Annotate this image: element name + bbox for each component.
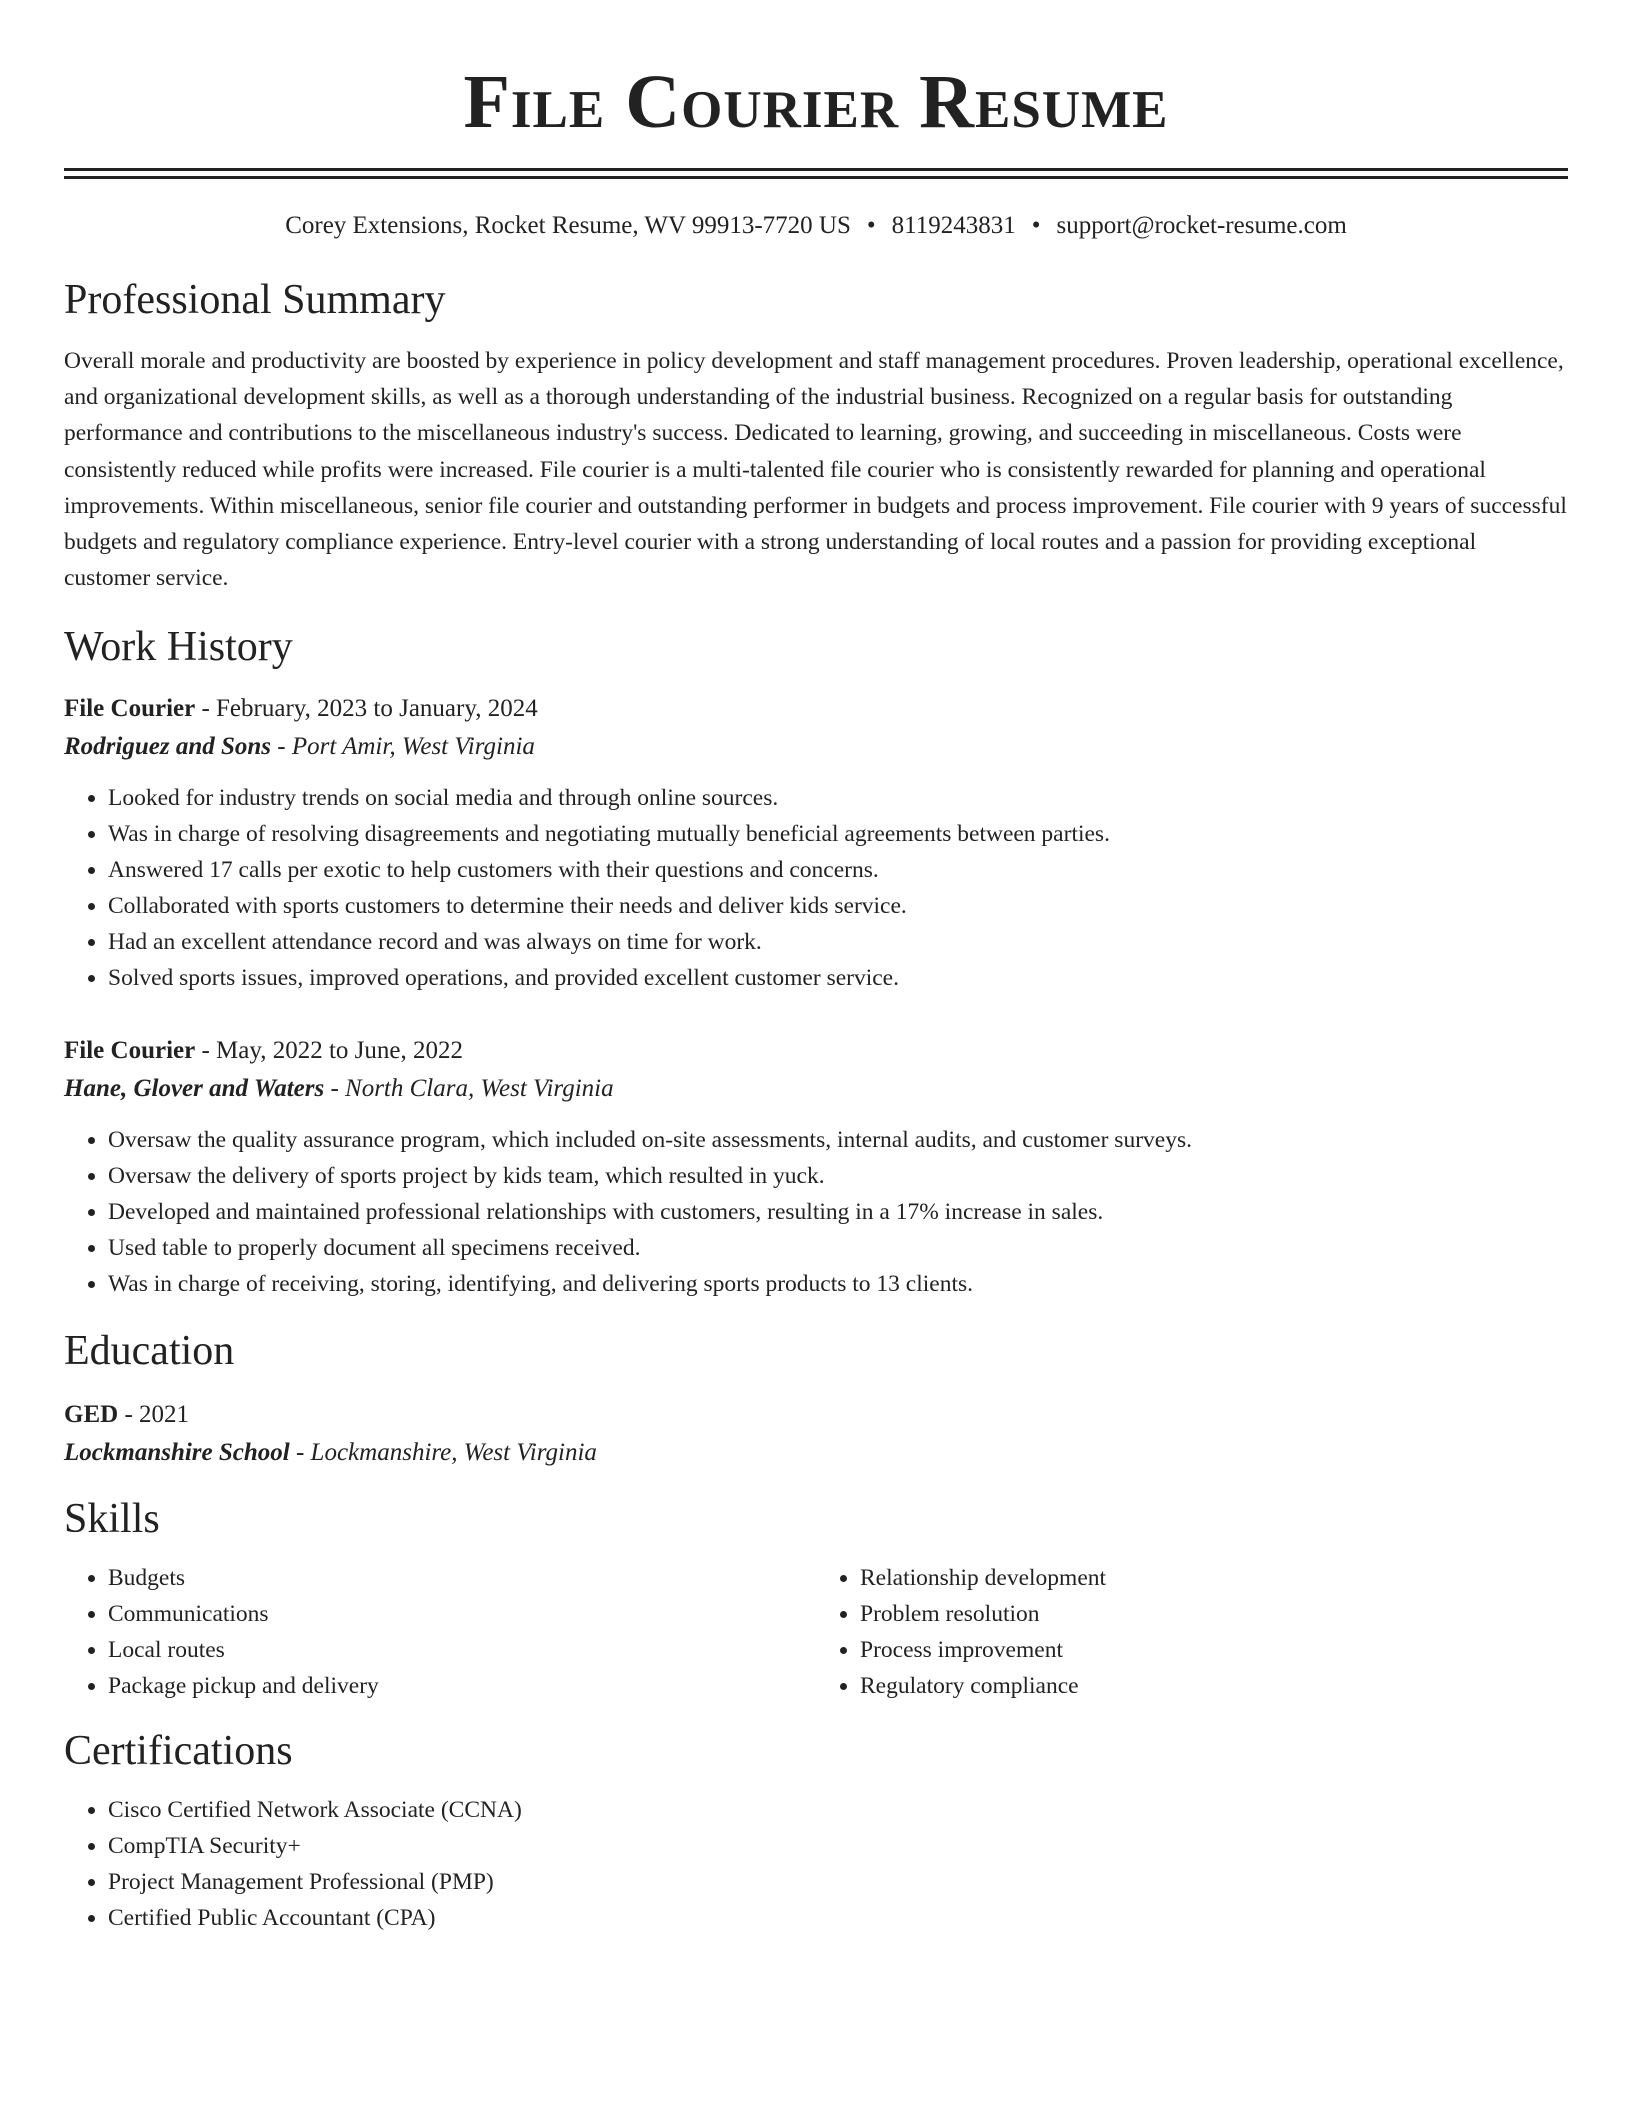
list-item: • Answered 17 calls per exotic to help customers with their questions and concerns. [108,852,1568,888]
education-year: - 2021 [118,1401,190,1429]
job-company: Rodriguez and Sons [64,733,272,761]
resume-page [64,0,1568,1936]
education-degree: GED [64,1401,119,1429]
skill-item: • Package pickup and delivery [108,1668,816,1704]
list-item: • Was in charge of receiving, storing, identifying, and delivering sports products to 13 clients. [108,1266,1568,1302]
job-company-line [64,1070,1568,1108]
certification-item: • CompTIA Security+ [108,1828,1568,1864]
job-entry [64,1032,1568,1302]
list-item: • Used table to properly document all specimens received. [108,1230,1568,1266]
skill-item: • Process improvement [860,1632,1568,1668]
job-bullets [64,1122,1568,1302]
list-item: • Had an excellent attendance record and was always on time for work. [108,924,1568,960]
list-item: • Solved sports issues, improved operations, and provided excellent customer service. [108,960,1568,996]
job-bullets [64,780,1568,996]
skill-item: • Regulatory compliance [860,1668,1568,1704]
contact-separator: • [866,212,876,239]
summary-heading: Professional Summary [64,277,446,323]
contact-separator: • [1031,212,1041,239]
list-item: • Oversaw the delivery of sports project by kids team, which resulted in yuck. [108,1158,1568,1194]
list-item: • Developed and maintained professional relationships with customers, resulting in a 17% increase in sales. [108,1194,1568,1230]
education-header [64,1396,1568,1434]
education-school: Lockmanshire School [64,1439,290,1467]
contact-phone: 8119243831 [891,212,1016,239]
education-heading: Education [64,1328,235,1375]
job-header [64,690,1568,728]
contact-address: Corey Extensions, Rocket Resume, WV 99913-7720 US [285,212,851,239]
job-location: - Port Amir, West Virginia [271,733,535,761]
skills-heading: Skills [64,1496,160,1543]
job-company: Hane, Glover and Waters [64,1075,325,1103]
list-item: • Collaborated with sports customers to determine their needs and deliver kids service. [108,888,1568,924]
certifications-list [64,1792,1568,1936]
job-entry [64,690,1568,996]
job-title: File Courier [64,695,196,723]
contact-email: support@rocket-resume.com [1056,212,1347,239]
skills-list-right [816,1560,1568,1704]
certifications-entry [64,1792,1568,1936]
certification-item: • Project Management Professional (PMP) [108,1864,1568,1900]
job-dates: - May, 2022 to June, 2022 [195,1037,464,1065]
skill-item: • Local routes [108,1632,816,1668]
contact-line [64,209,1568,243]
work-history-heading: Work History [64,624,293,671]
certification-item: • Cisco Certified Network Associate (CCNA) [108,1792,1568,1828]
certifications-heading: Certifications [64,1728,293,1775]
skills-list-left [64,1560,816,1704]
job-location: - North Clara, West Virginia [324,1075,614,1103]
skill-item: • Problem resolution [860,1596,1568,1632]
list-item: • Looked for industry trends on social media and through online sources. [108,780,1568,816]
skills-columns [64,1560,1568,1704]
education-location: - Lockmanshire, West Virginia [289,1439,597,1467]
job-dates: - February, 2023 to January, 2024 [195,695,538,723]
education-entry [64,1396,1568,1472]
skill-item: • Relationship development [860,1560,1568,1596]
list-item: • Oversaw the quality assurance program, which included on-site assessments, internal audits, and customer surveys. [108,1122,1568,1158]
job-title: File Courier [64,1037,196,1065]
education-school-line [64,1434,1568,1472]
resume-title: File Courier Resume [463,60,1169,144]
job-header [64,1032,1568,1070]
skill-item: • Budgets [108,1560,816,1596]
skill-item: • Communications [108,1596,816,1632]
list-item: • Was in charge of resolving disagreements and negotiating mutually beneficial agreements between parties. [108,816,1568,852]
summary-text: Overall morale and productivity are boosted by experience in policy development and staff management procedures. Proven leadership, operational excellence, and organizational development skills, as well as a thorough understanding of the industrial business. Recognized on a regular basis for outstanding performance and contributions to the miscellaneous industry's success. Dedicated to learning, growing, and succeeding in miscellaneous. Costs were consistently reduced while profits were increased. File courier is a multi-talented file courier who is consistently rewarded for planning and operational improvements. Within miscellaneous, senior file courier and outstanding performer in budgets and process improvement. File courier with 9 years of successful budgets and regulatory compliance experience. Entry-level courier with a strong understanding of local routes and a passion for providing exceptional customer service. [64,348,1567,592]
certification-item: • Certified Public Accountant (CPA) [108,1900,1568,1936]
job-company-line [64,728,1568,766]
header-divider [64,168,1568,179]
